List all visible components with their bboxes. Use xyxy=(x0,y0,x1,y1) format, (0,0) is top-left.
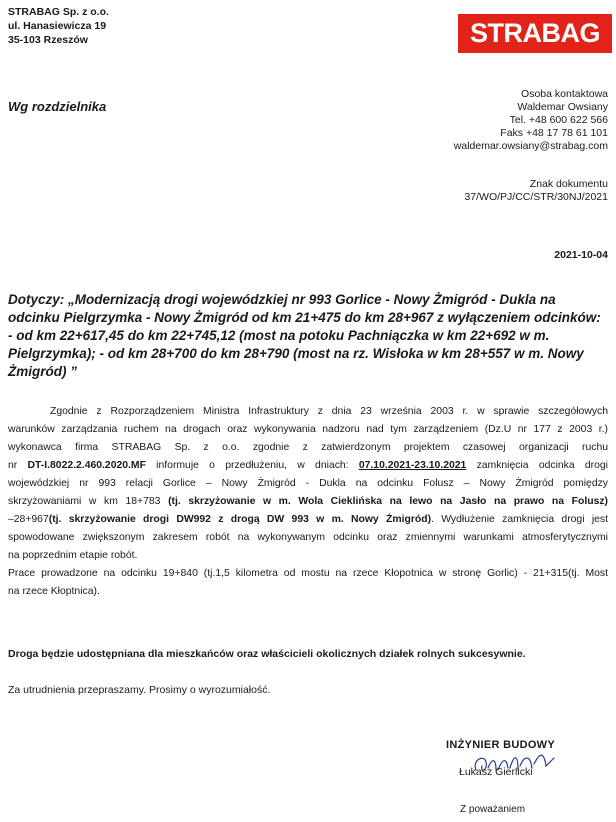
intersection-detail: (tj. skrzyżowanie drogi DW992 z drogą DW 993 w m. Nowy Żmigród) xyxy=(48,514,432,525)
body-line xyxy=(8,511,608,529)
contact-heading: Osoba kontaktowa xyxy=(521,88,608,100)
letter-date: 2021-10-04 xyxy=(554,249,608,261)
sender-company: STRABAG Sp. z o.o. xyxy=(8,6,109,18)
signatory-name: Łukasz Gierlicki xyxy=(459,766,533,778)
body-line: wykonawca firma STRABAG Sp. z o.o. zgodnie z zatwierdzonym projektem czasowej organizacji ruchu xyxy=(8,442,608,453)
body-line: Prace prowadzone na odcinku 19+840 (tj.1,5 kilometra od mostu na rzece Kłopotnica w stronę Gorlic) - 21+315(tj. Most xyxy=(8,568,608,579)
body-line: na poprzednim etapie robót. xyxy=(8,550,138,561)
contact-fax: Faks +48 17 78 61 101 xyxy=(500,127,608,139)
closing-regards: Z poważaniem xyxy=(460,804,526,815)
sender-street: ul. Hanasiewicza 19 xyxy=(8,20,107,32)
body-line xyxy=(8,493,608,511)
contact-email: waldemar.owsiany@strabag.com xyxy=(453,140,608,152)
body-line xyxy=(8,457,608,475)
apology-text: Za utrudnienia przepraszamy. Prosimy o wyrozumiałość. xyxy=(8,684,271,696)
contact-phone: Tel. +48 600 622 566 xyxy=(509,114,608,126)
contact-name: Waldemar Owsiany xyxy=(517,101,608,113)
document-ref-value: 37/WO/PJ/CC/STR/30NJ/2021 xyxy=(464,191,608,203)
signatory-title: INŻYNIER BUDOWY xyxy=(446,739,555,751)
letter-body xyxy=(8,403,608,601)
distribution-label: Wg rozdzielnika xyxy=(8,99,107,114)
strabag-logo xyxy=(458,14,612,53)
subject-heading: Dotyczy: „Modernizacją drogi wojewódzkiej nr 993 Gorlice - Nowy Żmigród - Dukla na odcinku Pielgrzymka - Nowy Żmigród od km 21+475 do km 28+967 z wyłączeniem odcinków: - od km 22+617,45 do km 22+745,12 (most na potoku Pachniączka w km 22+692 w m. Pielgrzymka); - od km 28+700 do km 28+790 (most na rz. Wisłoka w km 28+557 w m. Nowy Żmigród) ” xyxy=(8,292,601,379)
sender-city: 35-103 Rzeszów xyxy=(8,34,88,46)
body-line: warunków zarządzania ruchem na drogach oraz wykonywania nadzoru nad tym zarządzeniem (Dz.U nr 177 z 2003 r.) xyxy=(8,424,608,435)
closure-dates: 07.10.2021-23.10.2021 xyxy=(358,460,467,471)
document-reference xyxy=(348,178,608,204)
body-line: Zgodnie z Rozporządzeniem Ministra Infrastruktury z dnia 23 września 2003 r. w sprawie szczegółowych xyxy=(50,406,608,417)
body-line: na rzece Kłoptnica). xyxy=(8,586,100,597)
project-reference: DT-I.8022.2.460.2020.MF xyxy=(27,460,146,471)
logo-text: STRABAG xyxy=(470,18,600,48)
body-text: skrzyżowaniami w km 18+783 xyxy=(8,496,169,507)
body-text: informuje o przedłużeniu, w dniach: xyxy=(145,460,359,471)
document-ref-label: Znak dokumentu xyxy=(529,178,608,190)
body-line: spowodowane zwiększonym zakresem robót na wykonywanym odcinku oraz zmiennymi warunkami atmosferytycznymi xyxy=(8,532,608,543)
body-text: nr xyxy=(8,460,28,471)
body-line: wojewódzkiej nr 993 relacji Gorlice – Nowy Żmigród - Dukla na odcinku Folusz – Nowy Żmigród pomiędzy xyxy=(8,478,608,489)
contact-block xyxy=(308,88,608,153)
intersection-detail: (tj. skrzyżowanie w m. Wola Cieklińska na lewo na Jasło na prawo na Folusz) xyxy=(168,496,608,507)
body-text: –28+967 xyxy=(8,514,49,525)
access-notice: Droga będzie udostępniana dla mieszkańców oraz właścicieli okolicznych działek rolnych sukcesywnie. xyxy=(8,648,526,660)
sender-address xyxy=(8,5,109,47)
body-text: zamknięcia odcinka drogi xyxy=(466,460,608,471)
body-text: . Wydłużenie zamknięcia drogi jest xyxy=(431,514,608,525)
